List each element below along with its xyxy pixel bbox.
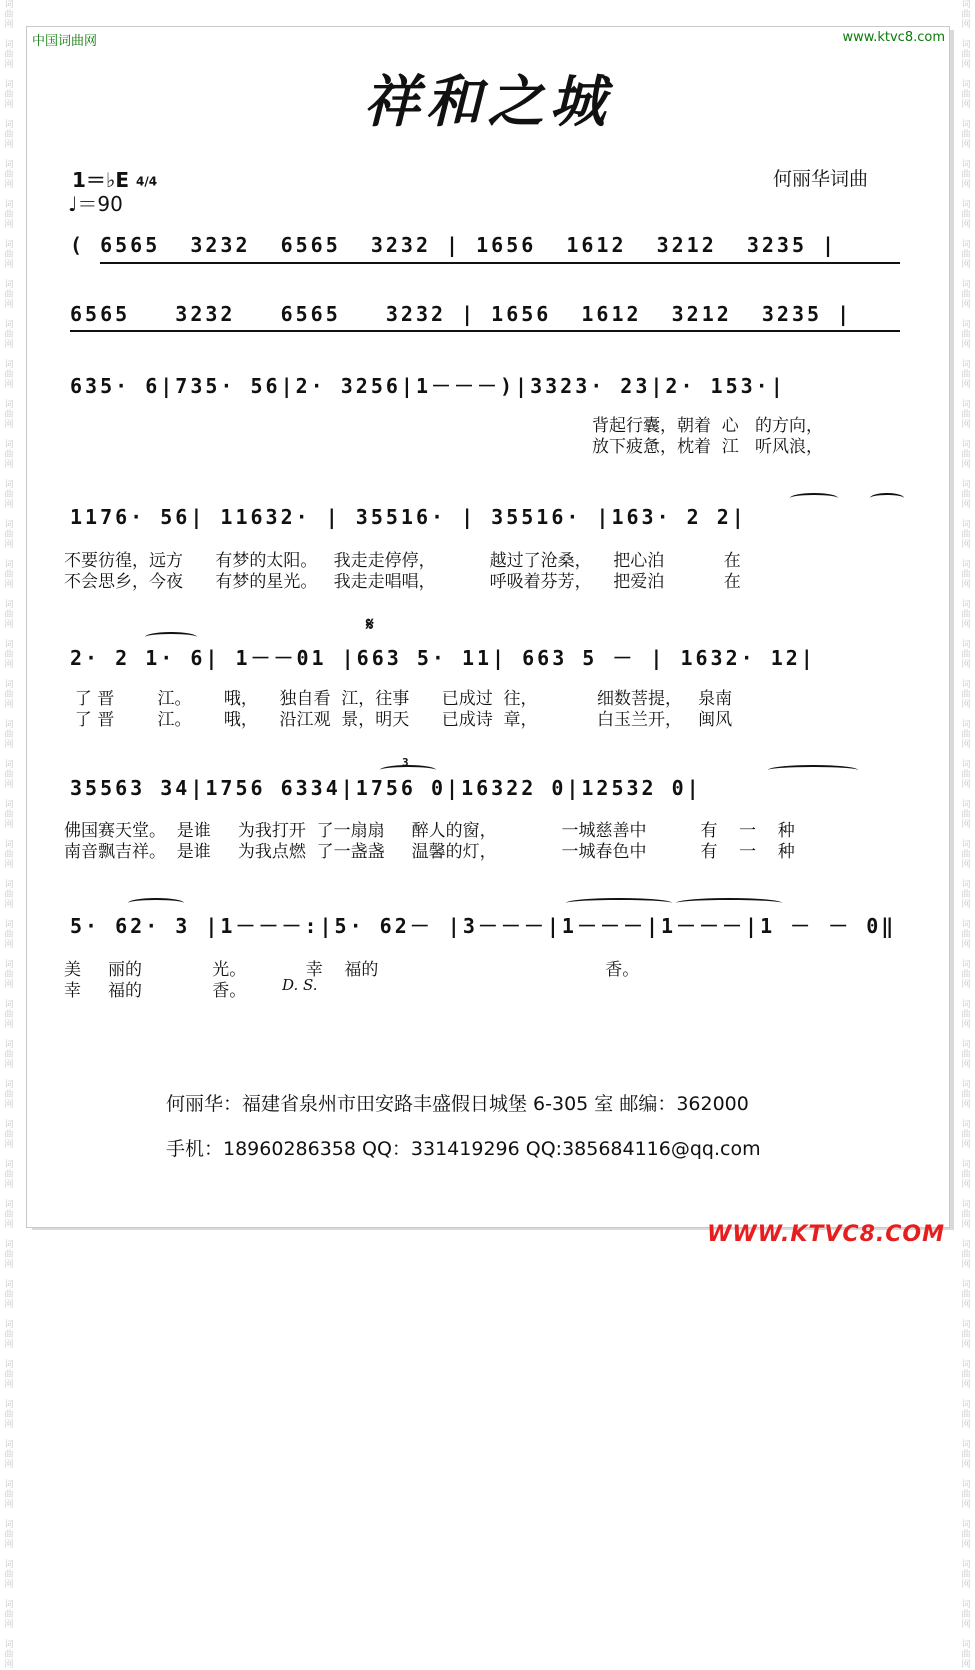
row-6-lyrics-verse-1: 佛国赛天堂。 是谁 为我打开 了一扇扇 醉人的窗， 一城慈善中 有 一 种	[64, 821, 795, 841]
score-row-7: 5· 62· 3 |1－－－:|5· 62－ |3－－－|1－－－|1－－－|1 － － 0‖	[70, 914, 897, 938]
score-sheet	[26, 26, 950, 1228]
row-4-lyrics-verse-2: 不会思乡，今夜 有梦的星光。 我走走唱唱， 呼吸着芬芳， 把爱泊 在	[64, 572, 741, 592]
row-2-beam	[70, 330, 900, 332]
row-3-lyrics-verse-2: 放下疲惫，枕着 江 听风浪，	[592, 437, 824, 457]
score-row-4: 1176· 56| 11632· | 35516· | 35516· |163· 2 2|	[70, 505, 747, 529]
time-signature: 4/4	[135, 174, 158, 189]
row-4-lyrics-verse-1: 不要彷徨，远方 有梦的太阳。 我走走停停， 越过了沧桑， 把心泊 在	[64, 551, 741, 571]
row-7-tie-3	[676, 898, 782, 908]
row-1-beam	[100, 262, 900, 264]
site-link-right[interactable]: www.ktvc8.com	[842, 30, 945, 45]
site-link-left[interactable]: 中国词曲网	[32, 34, 98, 49]
row-5-lyrics-verse-2: 了 晋 江。 哦， 沿江观 景，明天 已成诗 章， 白玉兰开， 闽风	[64, 710, 733, 730]
segno-sign: 𝄋	[366, 614, 377, 635]
score-row-2: 6565 3232 6565 3232 | 1656 1612 3212 3235 |	[70, 302, 853, 326]
row-7-lyrics-verse-1: 美 丽的 光。 幸 福的 香。	[64, 960, 640, 980]
row-6-slur	[768, 765, 858, 775]
triplet-mark: 3	[402, 756, 412, 769]
row-6-triplet-slur	[380, 765, 436, 775]
score-row-1: ( 6565 3232 6565 3232 | 1656 1612 3212 3235 |	[70, 233, 838, 257]
contact-address: 何丽华：福建省泉州市田安路丰盛假日城堡 6-305 室 邮编：362000	[166, 1093, 749, 1115]
dal-segno-mark: D. S.	[282, 976, 318, 994]
row-6-lyrics-verse-2: 南音飘吉祥。 是谁 为我点燃 了一盏盏 温馨的灯， 一城春色中 有 一 种	[64, 842, 795, 862]
row-7-tie-1	[128, 898, 184, 908]
row-5-slur	[145, 632, 197, 642]
row-4-tie-2	[870, 493, 904, 503]
composer-credit: 何丽华词曲	[773, 168, 869, 190]
row-5-lyrics-verse-1: 了 晋 江。 哦， 独自看 江，往事 已成过 往， 细数菩提， 泉南	[64, 689, 733, 709]
song-title: 祥和之城	[363, 69, 612, 135]
site-logo: WWW.KTVC8.COM	[707, 1222, 945, 1247]
tempo-marking: ♩＝90	[68, 192, 123, 216]
key-label: 1＝♭E	[72, 168, 130, 192]
score-row-3: 635· 6|735· 56|2· 3256|1－－－)|3323· 23|2· 153·|	[70, 374, 786, 398]
contact-phone: 手机：18960286358 QQ：331419296 QQ:385684116@qq.com	[166, 1138, 761, 1160]
row-3-lyrics-verse-1: 背起行囊，朝着 心 的方向，	[592, 416, 824, 436]
row-7-lyrics-verse-2: 幸 福的 香。	[64, 981, 247, 1001]
score-row-6: 35563 34|1756 6334|1756 0|16322 0|12532 0|	[70, 776, 702, 800]
row-7-tie-2	[566, 898, 672, 908]
left-watermark-strip: 词 曲 网 词 曲 网 词 曲 网 词 曲 网 词 曲 网 词 曲 网 词 曲 网 词 曲 网 词 曲 网 词 曲 网 词 曲 网 词 曲 网 词 曲 网 词 曲 网 词 曲 网 词 曲 网 词 曲 网 词 曲 网 词 曲 网 词 曲 网 词 曲 网 词 曲 网 词 曲 网 词 曲 网 词 曲 网 词 曲 网 词 曲 网 词 曲 网 词 曲 网 词 曲 网 词 曲 网 词 曲 网 词 曲 网 词 曲 网 词 曲 网 词 曲 网 词 曲 网 词 曲 网 词 曲 网 词 曲 网 词 曲 网 词 曲 网	[4, 0, 14, 1670]
right-watermark-strip: 词 曲 网 词 曲 网 词 曲 网 词 曲 网 词 曲 网 词 曲 网 词 曲 网 词 曲 网 词 曲 网 词 曲 网 词 曲 网 词 曲 网 词 曲 网 词 曲 网 词 曲 网 词 曲 网 词 曲 网 词 曲 网 词 曲 网 词 曲 网 词 曲 网 词 曲 网 词 曲 网 词 曲 网 词 曲 网 词 曲 网 词 曲 网 词 曲 网 词 曲 网 词 曲 网 词 曲 网 词 曲 网 词 曲 网 词 曲 网 词 曲 网 词 曲 网 词 曲 网 词 曲 网 词 曲 网 词 曲 网 词 曲 网 词 曲 网	[961, 0, 971, 1670]
row-4-tie-1	[790, 493, 838, 503]
score-row-5: 2· 2 1· 6| 1－－01 |663 5· 11| 663 5 － | 1632· 12|	[70, 646, 816, 670]
